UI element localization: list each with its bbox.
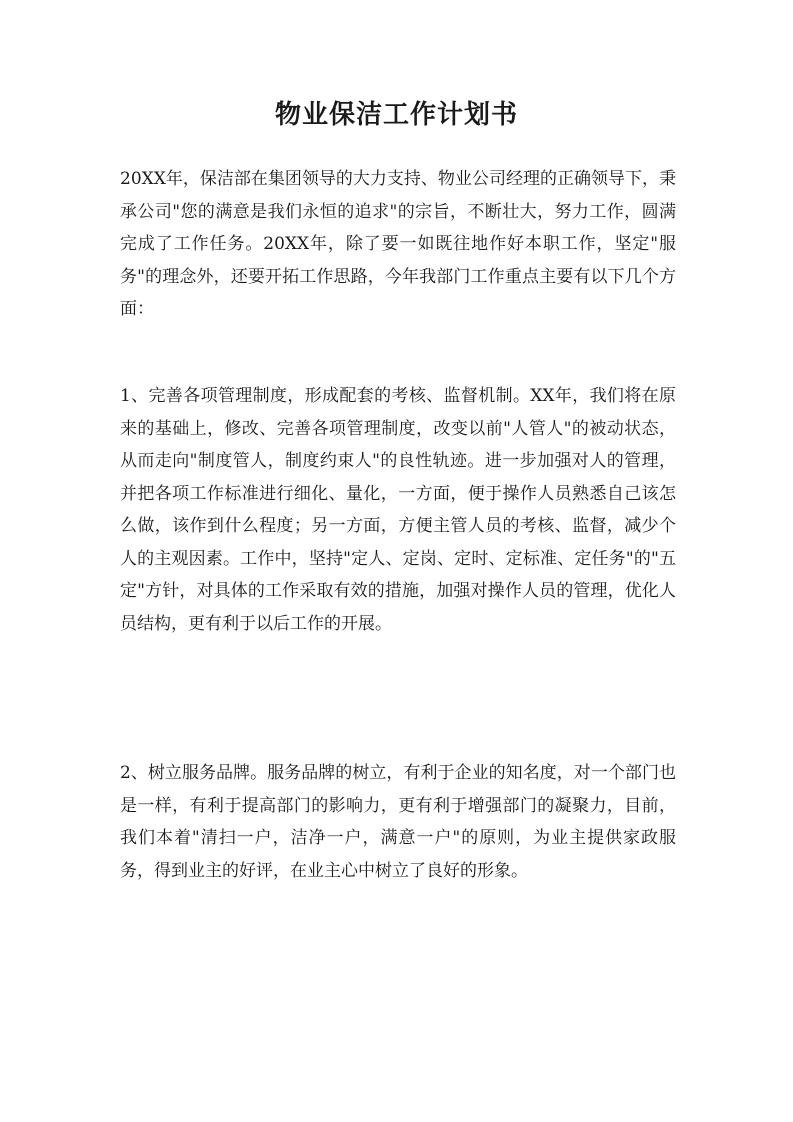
paragraph-item-2: 2、树立服务品牌。服务品牌的树立，有利于企业的知名度，对一个部门也是一样，有利于提高部门的影响力，更有利于增强部门的凝聚力，目前，我们本着"清扫一户，洁净一户，满意一户"的原则，为业主提供家政服务，得到业主的好评，在业主心中树立了良好的形象。 — [120, 763, 676, 881]
paragraph-item-1: 1、完善各项管理制度，形成配套的考核、监督机制。XX年，我们将在原来的基础上，修改、完善各项管理制度，改变以前"人管人"的被动状态，从而走向"制度管人，制度约束人"的良性轨迹。进一步加强对人的管理，并把各项工作标准进行细化、量化，一方面，便于操作人员熟悉自己该怎么做，该作到什么程度；另一方面，方便主管人员的考核、监督，减少个人的主观因素。工作中，坚持"定人、定岗、定时、定标准、定任务"的"五定"方针，对具体的工作采取有效的措施，加强对操作人员的管理，优化人员结构，更有利于以后工作的开展。 — [120, 386, 676, 634]
document-title: 物业保洁工作计划书 — [274, 100, 518, 130]
paragraph-intro: 20XX年，保洁部在集团领导的大力支持、物业公司经理的正确领导下，秉承公司"您的满意是我们永恒的追求"的宗旨，不断壮大，努力工作，圆满完成了工作任务。20XX年，除了要一如既往地作好本职工作，坚定"服务"的理念外，还要开拓工作思路，今年我部门工作重点主要有以下几个方面： — [120, 169, 676, 319]
